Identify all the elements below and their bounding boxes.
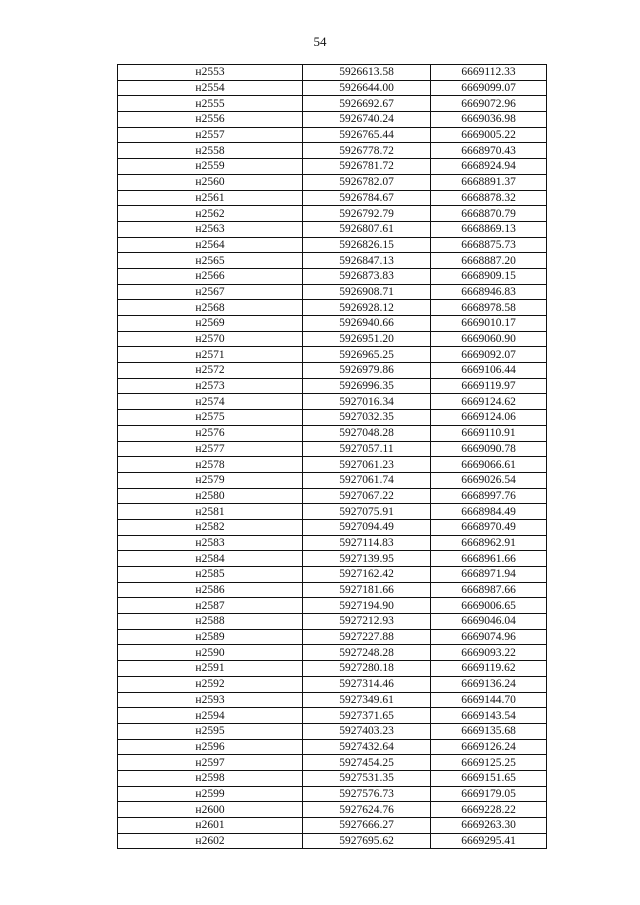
x-coordinate-cell: 5926928.12 bbox=[303, 300, 431, 316]
x-coordinate-cell: 5927248.28 bbox=[303, 645, 431, 661]
y-coordinate-cell: 6669295.41 bbox=[431, 833, 547, 849]
table-row bbox=[118, 284, 547, 300]
point-id-cell: н2568 bbox=[118, 300, 303, 316]
x-coordinate-cell: 5927032.35 bbox=[303, 410, 431, 426]
table-row bbox=[118, 441, 547, 457]
point-id-cell: н2593 bbox=[118, 692, 303, 708]
page-number: 54 bbox=[313, 34, 327, 49]
x-coordinate-cell: 5927067.22 bbox=[303, 488, 431, 504]
table-row bbox=[118, 394, 547, 410]
x-coordinate-cell: 5926740.24 bbox=[303, 112, 431, 128]
table-row bbox=[118, 833, 547, 849]
y-coordinate-cell: 6668961.66 bbox=[431, 551, 547, 567]
y-coordinate-cell: 6668962.91 bbox=[431, 535, 547, 551]
x-coordinate-cell: 5927212.93 bbox=[303, 614, 431, 630]
table-row bbox=[118, 347, 547, 363]
x-coordinate-cell: 5926940.66 bbox=[303, 316, 431, 332]
point-id-cell: н2580 bbox=[118, 488, 303, 504]
point-id-cell: н2590 bbox=[118, 645, 303, 661]
point-id-cell: н2599 bbox=[118, 786, 303, 802]
table-row bbox=[118, 598, 547, 614]
point-id-cell: н2586 bbox=[118, 582, 303, 598]
table-row bbox=[118, 253, 547, 269]
table-row bbox=[118, 378, 547, 394]
point-id-cell: н2572 bbox=[118, 363, 303, 379]
x-coordinate-cell: 5927454.25 bbox=[303, 755, 431, 771]
point-id-cell: н2570 bbox=[118, 331, 303, 347]
point-id-cell: н2571 bbox=[118, 347, 303, 363]
y-coordinate-cell: 6669143.54 bbox=[431, 708, 547, 724]
table-row bbox=[118, 818, 547, 834]
y-coordinate-cell: 6668924.94 bbox=[431, 159, 547, 175]
table-row bbox=[118, 802, 547, 818]
x-coordinate-cell: 5927666.27 bbox=[303, 818, 431, 834]
y-coordinate-cell: 6669112.33 bbox=[431, 65, 547, 81]
point-id-cell: н2591 bbox=[118, 661, 303, 677]
table-row bbox=[118, 614, 547, 630]
table-row bbox=[118, 80, 547, 96]
x-coordinate-cell: 5927139.95 bbox=[303, 551, 431, 567]
point-id-cell: н2602 bbox=[118, 833, 303, 849]
y-coordinate-cell: 6669074.96 bbox=[431, 629, 547, 645]
point-id-cell: н2585 bbox=[118, 567, 303, 583]
x-coordinate-cell: 5926996.35 bbox=[303, 378, 431, 394]
y-coordinate-cell: 6668971.94 bbox=[431, 567, 547, 583]
y-coordinate-cell: 6669005.22 bbox=[431, 127, 547, 143]
y-coordinate-cell: 6669124.06 bbox=[431, 410, 547, 426]
table-row bbox=[118, 504, 547, 520]
point-id-cell: н2558 bbox=[118, 143, 303, 159]
x-coordinate-cell: 5927314.46 bbox=[303, 676, 431, 692]
point-id-cell: н2567 bbox=[118, 284, 303, 300]
point-id-cell: н2562 bbox=[118, 206, 303, 222]
x-coordinate-cell: 5926644.00 bbox=[303, 80, 431, 96]
point-id-cell: н2561 bbox=[118, 190, 303, 206]
table-row bbox=[118, 739, 547, 755]
point-id-cell: н2569 bbox=[118, 316, 303, 332]
y-coordinate-cell: 6669010.17 bbox=[431, 316, 547, 332]
x-coordinate-cell: 5926807.61 bbox=[303, 221, 431, 237]
table-row bbox=[118, 143, 547, 159]
x-coordinate-cell: 5927432.64 bbox=[303, 739, 431, 755]
y-coordinate-cell: 6669135.68 bbox=[431, 723, 547, 739]
table-row bbox=[118, 676, 547, 692]
y-coordinate-cell: 6668875.73 bbox=[431, 237, 547, 253]
x-coordinate-cell: 5927057.11 bbox=[303, 441, 431, 457]
table-row bbox=[118, 237, 547, 253]
point-id-cell: н2581 bbox=[118, 504, 303, 520]
table-row bbox=[118, 582, 547, 598]
table-row bbox=[118, 645, 547, 661]
point-id-cell: н2601 bbox=[118, 818, 303, 834]
table-row bbox=[118, 159, 547, 175]
table-row bbox=[118, 316, 547, 332]
x-coordinate-cell: 5926873.83 bbox=[303, 268, 431, 284]
x-coordinate-cell: 5926826.15 bbox=[303, 237, 431, 253]
y-coordinate-cell: 6668997.76 bbox=[431, 488, 547, 504]
x-coordinate-cell: 5927403.23 bbox=[303, 723, 431, 739]
point-id-cell: н2597 bbox=[118, 755, 303, 771]
y-coordinate-cell: 6669179.05 bbox=[431, 786, 547, 802]
x-coordinate-cell: 5927061.23 bbox=[303, 457, 431, 473]
point-id-cell: н2573 bbox=[118, 378, 303, 394]
x-coordinate-cell: 5927114.83 bbox=[303, 535, 431, 551]
y-coordinate-cell: 6669151.65 bbox=[431, 770, 547, 786]
point-id-cell: н2564 bbox=[118, 237, 303, 253]
point-id-cell: н2588 bbox=[118, 614, 303, 630]
y-coordinate-cell: 6668891.37 bbox=[431, 174, 547, 190]
point-id-cell: н2598 bbox=[118, 770, 303, 786]
point-id-cell: н2587 bbox=[118, 598, 303, 614]
point-id-cell: н2563 bbox=[118, 221, 303, 237]
point-id-cell: н2577 bbox=[118, 441, 303, 457]
x-coordinate-cell: 5927194.90 bbox=[303, 598, 431, 614]
x-coordinate-cell: 5927695.62 bbox=[303, 833, 431, 849]
table-row bbox=[118, 112, 547, 128]
point-id-cell: н2579 bbox=[118, 472, 303, 488]
point-id-cell: н2595 bbox=[118, 723, 303, 739]
table-row bbox=[118, 519, 547, 535]
table-row bbox=[118, 708, 547, 724]
point-id-cell: н2557 bbox=[118, 127, 303, 143]
point-id-cell: н2592 bbox=[118, 676, 303, 692]
point-id-cell: н2584 bbox=[118, 551, 303, 567]
y-coordinate-cell: 6668878.32 bbox=[431, 190, 547, 206]
y-coordinate-cell: 6669099.07 bbox=[431, 80, 547, 96]
table-row bbox=[118, 190, 547, 206]
table-row bbox=[118, 363, 547, 379]
x-coordinate-cell: 5926784.67 bbox=[303, 190, 431, 206]
x-coordinate-cell: 5927227.88 bbox=[303, 629, 431, 645]
y-coordinate-cell: 6669263.30 bbox=[431, 818, 547, 834]
point-id-cell: н2596 bbox=[118, 739, 303, 755]
coordinates-table-body bbox=[118, 65, 547, 849]
table-row bbox=[118, 535, 547, 551]
table-row bbox=[118, 457, 547, 473]
table-row bbox=[118, 551, 547, 567]
y-coordinate-cell: 6669124.62 bbox=[431, 394, 547, 410]
x-coordinate-cell: 5926908.71 bbox=[303, 284, 431, 300]
point-id-cell: н2553 bbox=[118, 65, 303, 81]
y-coordinate-cell: 6668984.49 bbox=[431, 504, 547, 520]
point-id-cell: н2555 bbox=[118, 96, 303, 112]
table-row bbox=[118, 174, 547, 190]
x-coordinate-cell: 5926613.58 bbox=[303, 65, 431, 81]
x-coordinate-cell: 5927624.76 bbox=[303, 802, 431, 818]
y-coordinate-cell: 6669090.78 bbox=[431, 441, 547, 457]
point-id-cell: н2554 bbox=[118, 80, 303, 96]
table-row bbox=[118, 300, 547, 316]
x-coordinate-cell: 5927371.65 bbox=[303, 708, 431, 724]
point-id-cell: н2575 bbox=[118, 410, 303, 426]
table-row bbox=[118, 65, 547, 81]
point-id-cell: н2565 bbox=[118, 253, 303, 269]
table-row bbox=[118, 629, 547, 645]
y-coordinate-cell: 6669072.96 bbox=[431, 96, 547, 112]
table-row bbox=[118, 425, 547, 441]
point-id-cell: н2566 bbox=[118, 268, 303, 284]
point-id-cell: н2576 bbox=[118, 425, 303, 441]
point-id-cell: н2560 bbox=[118, 174, 303, 190]
y-coordinate-cell: 6668870.79 bbox=[431, 206, 547, 222]
point-id-cell: н2574 bbox=[118, 394, 303, 410]
table-row bbox=[118, 472, 547, 488]
y-coordinate-cell: 6668946.83 bbox=[431, 284, 547, 300]
y-coordinate-cell: 6668978.58 bbox=[431, 300, 547, 316]
table-row bbox=[118, 723, 547, 739]
y-coordinate-cell: 6668970.43 bbox=[431, 143, 547, 159]
y-coordinate-cell: 6669106.44 bbox=[431, 363, 547, 379]
y-coordinate-cell: 6668970.49 bbox=[431, 519, 547, 535]
point-id-cell: н2600 bbox=[118, 802, 303, 818]
x-coordinate-cell: 5927349.61 bbox=[303, 692, 431, 708]
x-coordinate-cell: 5927531.35 bbox=[303, 770, 431, 786]
y-coordinate-cell: 6669066.61 bbox=[431, 457, 547, 473]
table-row bbox=[118, 96, 547, 112]
point-id-cell: н2578 bbox=[118, 457, 303, 473]
table-row bbox=[118, 755, 547, 771]
point-id-cell: н2556 bbox=[118, 112, 303, 128]
y-coordinate-cell: 6668869.13 bbox=[431, 221, 547, 237]
x-coordinate-cell: 5926792.79 bbox=[303, 206, 431, 222]
x-coordinate-cell: 5926781.72 bbox=[303, 159, 431, 175]
x-coordinate-cell: 5927016.34 bbox=[303, 394, 431, 410]
y-coordinate-cell: 6669060.90 bbox=[431, 331, 547, 347]
table-row bbox=[118, 567, 547, 583]
table-row bbox=[118, 488, 547, 504]
y-coordinate-cell: 6669119.62 bbox=[431, 661, 547, 677]
y-coordinate-cell: 6669144.70 bbox=[431, 692, 547, 708]
x-coordinate-cell: 5927181.66 bbox=[303, 582, 431, 598]
table-row bbox=[118, 410, 547, 426]
x-coordinate-cell: 5927075.91 bbox=[303, 504, 431, 520]
table-row bbox=[118, 661, 547, 677]
y-coordinate-cell: 6669093.22 bbox=[431, 645, 547, 661]
table-row bbox=[118, 268, 547, 284]
x-coordinate-cell: 5927162.42 bbox=[303, 567, 431, 583]
y-coordinate-cell: 6669110.91 bbox=[431, 425, 547, 441]
x-coordinate-cell: 5926765.44 bbox=[303, 127, 431, 143]
coordinates-table bbox=[117, 64, 547, 849]
table-row bbox=[118, 221, 547, 237]
point-id-cell: н2594 bbox=[118, 708, 303, 724]
x-coordinate-cell: 5927048.28 bbox=[303, 425, 431, 441]
table-row bbox=[118, 692, 547, 708]
x-coordinate-cell: 5927094.49 bbox=[303, 519, 431, 535]
point-id-cell: н2582 bbox=[118, 519, 303, 535]
table-row bbox=[118, 127, 547, 143]
y-coordinate-cell: 6669119.97 bbox=[431, 378, 547, 394]
x-coordinate-cell: 5927280.18 bbox=[303, 661, 431, 677]
y-coordinate-cell: 6669126.24 bbox=[431, 739, 547, 755]
y-coordinate-cell: 6668909.15 bbox=[431, 268, 547, 284]
y-coordinate-cell: 6669046.04 bbox=[431, 614, 547, 630]
point-id-cell: н2583 bbox=[118, 535, 303, 551]
table-row bbox=[118, 786, 547, 802]
y-coordinate-cell: 6669036.98 bbox=[431, 112, 547, 128]
x-coordinate-cell: 5927576.73 bbox=[303, 786, 431, 802]
table-row bbox=[118, 331, 547, 347]
y-coordinate-cell: 6668887.20 bbox=[431, 253, 547, 269]
y-coordinate-cell: 6669136.24 bbox=[431, 676, 547, 692]
x-coordinate-cell: 5926692.67 bbox=[303, 96, 431, 112]
table-row bbox=[118, 206, 547, 222]
y-coordinate-cell: 6669228.22 bbox=[431, 802, 547, 818]
y-coordinate-cell: 6669006.65 bbox=[431, 598, 547, 614]
x-coordinate-cell: 5926778.72 bbox=[303, 143, 431, 159]
y-coordinate-cell: 6669125.25 bbox=[431, 755, 547, 771]
x-coordinate-cell: 5926782.07 bbox=[303, 174, 431, 190]
x-coordinate-cell: 5927061.74 bbox=[303, 472, 431, 488]
table-row bbox=[118, 770, 547, 786]
y-coordinate-cell: 6669026.54 bbox=[431, 472, 547, 488]
x-coordinate-cell: 5926965.25 bbox=[303, 347, 431, 363]
y-coordinate-cell: 6669092.07 bbox=[431, 347, 547, 363]
x-coordinate-cell: 5926847.13 bbox=[303, 253, 431, 269]
y-coordinate-cell: 6668987.66 bbox=[431, 582, 547, 598]
x-coordinate-cell: 5926951.20 bbox=[303, 331, 431, 347]
point-id-cell: н2589 bbox=[118, 629, 303, 645]
x-coordinate-cell: 5926979.86 bbox=[303, 363, 431, 379]
point-id-cell: н2559 bbox=[118, 159, 303, 175]
